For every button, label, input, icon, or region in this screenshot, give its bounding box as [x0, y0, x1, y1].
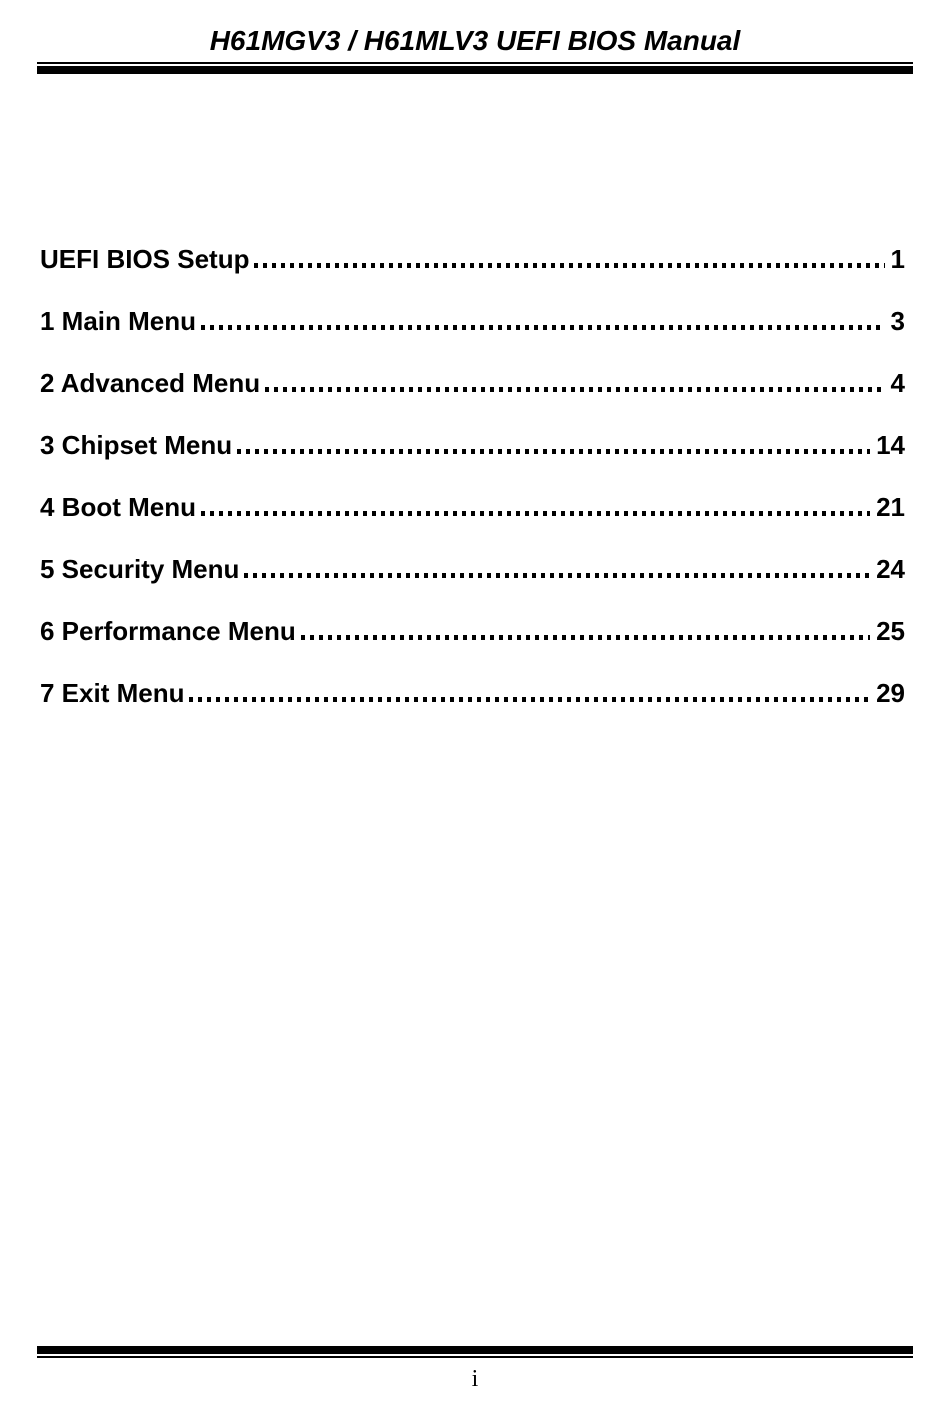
page-header — [0, 0, 950, 74]
toc-entry[interactable] — [40, 430, 905, 460]
toc-entry[interactable] — [40, 368, 905, 398]
footer-rule-thin-line — [37, 1356, 913, 1358]
toc-entry-page-number: 24 — [876, 554, 905, 584]
toc-entry-label: 3 Chipset Menu — [40, 430, 233, 460]
document-title: H61MGV3 / H61MLV3 UEFI BIOS Manual — [209, 25, 741, 56]
toc-dot-leader — [265, 387, 884, 392]
footer-rule-thick-line — [37, 1346, 913, 1354]
footer-page-number: i — [471, 1366, 479, 1392]
toc-entry-page-number: 1 — [890, 244, 905, 274]
toc-entry-page-number: 3 — [890, 306, 905, 336]
toc-entry-label: 7 Exit Menu — [40, 678, 185, 708]
page-footer — [0, 1346, 950, 1393]
header-rule-thick-line — [37, 66, 913, 74]
toc-entry[interactable] — [40, 678, 905, 708]
toc-entry-page-number: 14 — [876, 430, 905, 460]
toc-entry[interactable] — [40, 616, 905, 646]
toc-entry-label: 5 Security Menu — [40, 554, 240, 584]
toc-dot-leader — [189, 697, 870, 702]
toc-dot-leader — [244, 573, 870, 578]
table-of-contents — [40, 244, 905, 708]
toc-entry-page-number: 4 — [890, 368, 905, 398]
toc-entry-label: 4 Boot Menu — [40, 492, 196, 522]
toc-entry-page-number: 29 — [876, 678, 905, 708]
header-rule-thin-line — [37, 62, 913, 64]
footer-rule — [37, 1346, 913, 1358]
toc-entry[interactable] — [40, 554, 905, 584]
toc-entry-label: UEFI BIOS Setup — [40, 244, 250, 274]
toc-dot-leader — [301, 635, 870, 640]
toc-entry-label: 2 Advanced Menu — [40, 368, 261, 398]
toc-dot-leader — [237, 449, 870, 454]
header-rule — [37, 62, 913, 74]
toc-entry-label: 1 Main Menu — [40, 306, 197, 336]
toc-entry-label: 6 Performance Menu — [40, 616, 296, 646]
toc-entry[interactable] — [40, 306, 905, 336]
toc-dot-leader — [201, 511, 870, 516]
toc-dot-leader — [201, 325, 885, 330]
toc-entry[interactable] — [40, 492, 905, 522]
toc-entry-page-number: 21 — [876, 492, 905, 522]
toc-entry-page-number: 25 — [876, 616, 905, 646]
toc-dot-leader — [254, 263, 884, 268]
toc-entry[interactable] — [40, 244, 905, 274]
